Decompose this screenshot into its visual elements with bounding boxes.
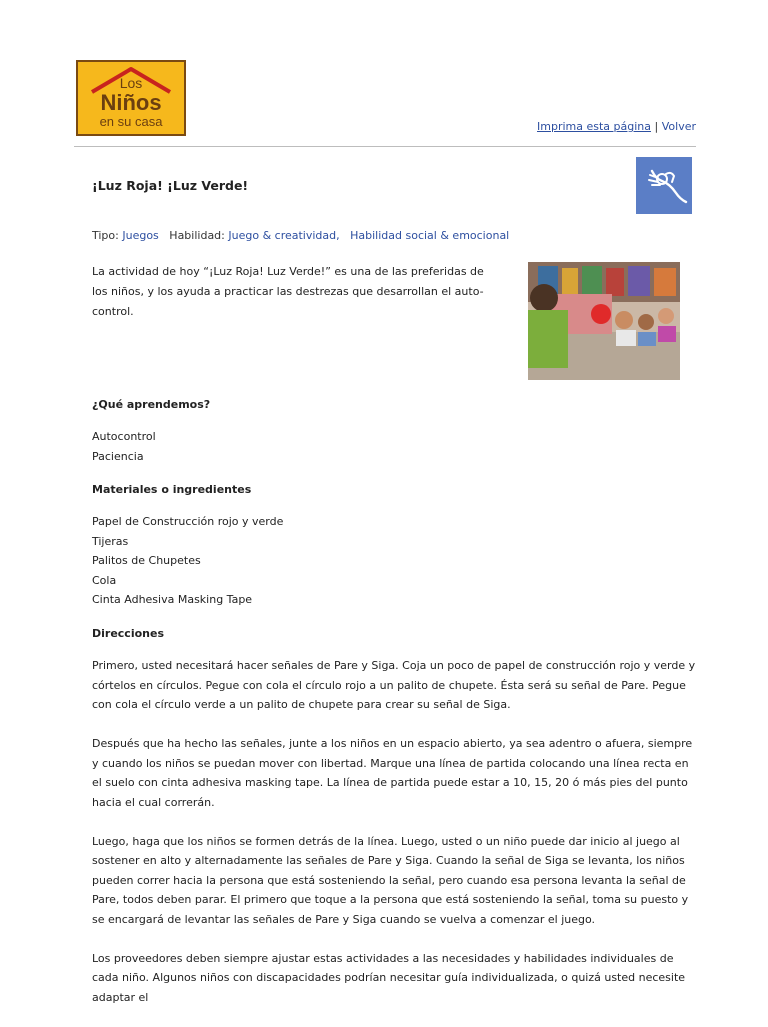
directions-paragraph: Luego, haga que los niños se formen detrás de la línea. Luego, usted o un niño puede dar inicio al juego al sostener en alto y alternadamente las señales de Pare y Siga. Cuando la señal de Siga se levanta, los niños pueden correr hacia la persona que está sosteniendo la señal, pero cuando esa persona levanta la señal de Pare, todos deben parar. El primero que toque a la persona que está sosteniendo la señal, toma su puesto y se encargará de levantar las señales de Pare y Siga cuando se vuelva a comenzar el juego.	[92, 834, 689, 926]
logo-text-ninos: Niños	[100, 90, 162, 115]
type-link[interactable]: Juegos	[122, 229, 159, 242]
list-item: Papel de Construcción rojo y verde	[92, 515, 284, 528]
skill-link-social[interactable]: Habilidad social & emocional	[350, 229, 510, 242]
directions-section	[92, 627, 164, 640]
site-logo[interactable]	[76, 60, 186, 136]
learn-section	[92, 398, 210, 411]
list-item: Tijeras	[92, 534, 129, 548]
list-item: Paciencia	[92, 449, 144, 463]
print-page-link[interactable]: Imprima esta página	[537, 120, 652, 133]
skill-label: Habilidad:	[169, 229, 225, 242]
directions-paragraph: Primero, usted necesitará hacer señales de Pare y Siga. Coja un poco de papel de construcción rojo y verde y córtelos en círculos. Pegue con cola el círculo rojo a un palito de chupete. Ésta será su señal de Pare. Pegue con cola el círculo verde a un palito de chupete para crear su señal de Siga.	[92, 659, 696, 711]
learn-heading: ¿Qué aprendemos?	[92, 398, 211, 411]
logo-text-los: Los	[119, 75, 143, 91]
list-item: Cinta Adhesiva Masking Tape	[92, 593, 253, 606]
intro-paragraph: La actividad de hoy “¡Luz Roja! Luz Verde!” es una de las preferidas de los niños, y los ayuda a practicar las destrezas que desarrollan el auto-control.	[92, 265, 484, 318]
link-separator: |	[654, 120, 659, 133]
category-badge	[636, 157, 692, 214]
directions-paragraph: Los proveedores deben siempre ajustar estas actividades a las necesidades y habilidades individuales de cada niño. Algunos niños con discapacidades podrían necesitar guía individualizada, o quizá usted necesite adaptar el	[92, 951, 686, 1004]
directions-body	[92, 656, 698, 1027]
list-item: Cola	[92, 573, 117, 587]
activity-meta	[92, 229, 509, 242]
directions-heading: Direcciones	[92, 627, 164, 640]
activity-photo	[528, 262, 680, 380]
skill-link-play[interactable]: Juego & creatividad,	[228, 229, 340, 242]
page-title: ¡Luz Roja! ¡Luz Verde!	[92, 178, 249, 193]
hands-icon	[636, 157, 692, 214]
learn-list	[92, 427, 156, 466]
back-link[interactable]: Volver	[661, 120, 696, 133]
list-item: Autocontrol	[92, 430, 156, 443]
materials-list	[92, 512, 283, 610]
list-item: Palitos de Chupetes	[92, 554, 201, 567]
logo-text-casa: en su casa	[99, 114, 163, 129]
type-label: Tipo:	[92, 229, 119, 242]
materials-heading: Materiales o ingredientes	[92, 483, 252, 496]
top-links	[537, 120, 696, 133]
directions-paragraph: Después que ha hecho las señales, junte a los niños en un espacio abierto, ya sea adentro o afuera, siempre y cuando los niños se puedan mover con libertad. Marque una línea de partida colocando una línea recta en el suelo con cinta adhesiva masking tape. La línea de partida puede estar a 10, 15, 20 ó más pies del punto hacia el cual correrán.	[92, 737, 693, 809]
header-divider	[74, 146, 696, 147]
materials-section	[92, 483, 251, 496]
